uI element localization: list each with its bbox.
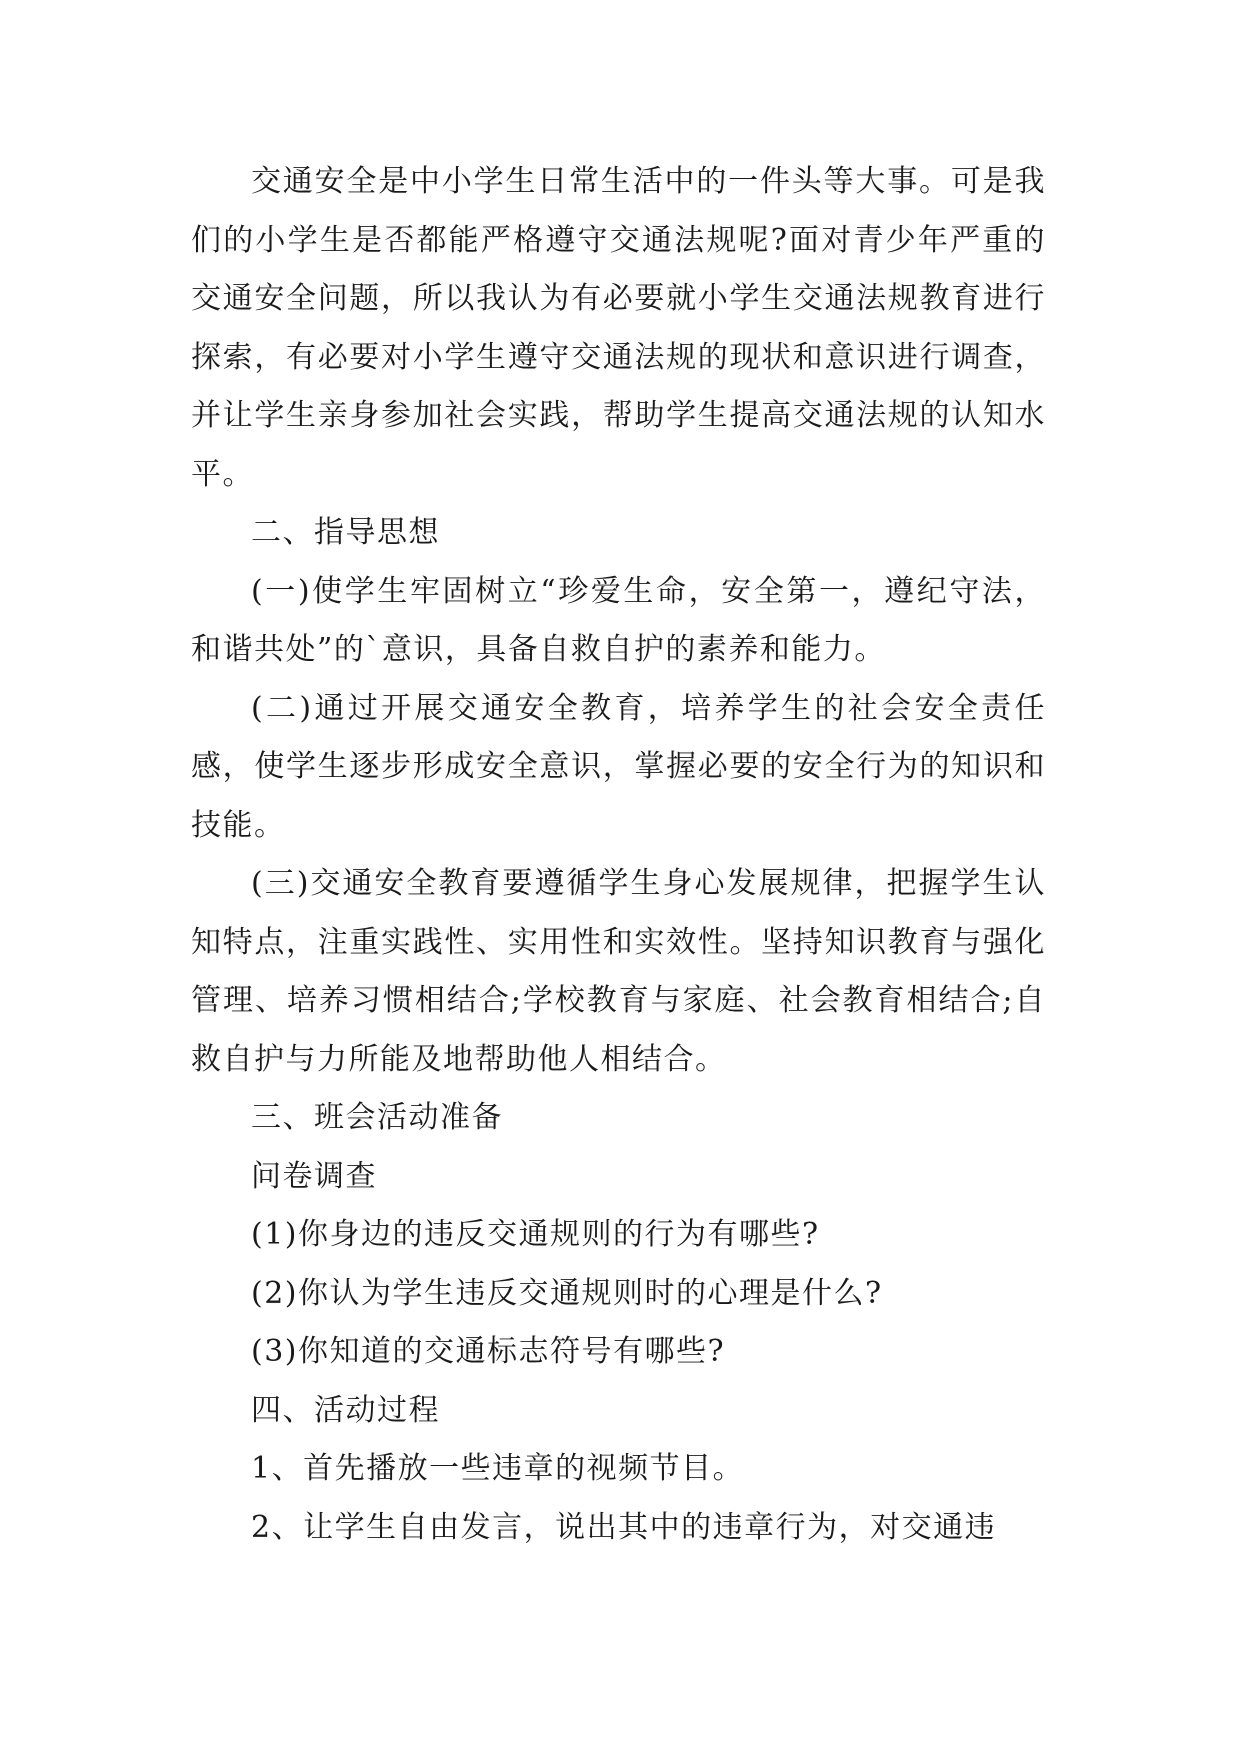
section-heading-preparation: 三、班会活动准备 (251, 1100, 503, 1135)
document-body (191, 153, 1046, 1557)
section-heading-process: 四、活动过程 (251, 1392, 440, 1428)
guiding-item-3: (三)交通安全教育要遵循学生身心发展规律，把握学生认知特点，注重实践性、实用性和实效性。坚持知识教育与强化管理、培养习惯相结合;学校教育与家庭、社会教育相结合;自救自护与力所能及地帮助他人相结合。 (191, 866, 1046, 1077)
guiding-item-1: (一)使学生牢固树立“珍爱生命，安全第一，遵纪守法，和谐共处”的`意识，具备自救自护的素养和能力。 (191, 573, 1046, 667)
question-1: (1)你身边的违反交通规则的行为有哪些? (251, 1217, 820, 1252)
intro-paragraph: 交通安全是中小学生日常生活中的一件头等大事。可是我们的小学生是否都能严格遵守交通法规呢?面对青少年严重的交通安全问题，所以我认为有必要就小学生交通法规教育进行探索，有必要对小学生遵守交通法规的现状和意识进行调查，并让学生亲身参加社会实践，帮助学生提高交通法规的认知水平。 (191, 164, 1046, 492)
process-step-1: 1、首先播放一些违章的视频节目。 (251, 1451, 745, 1486)
section-heading-guiding-ideology: 二、指导思想 (251, 515, 440, 550)
subheading-questionnaire: 问卷调查 (251, 1158, 377, 1194)
guiding-item-2: (二)通过开展交通安全教育，培养学生的社会安全责任感，使学生逐步形成安全意识，掌握必要的安全行为的知识和技能。 (191, 690, 1046, 843)
question-2: (2)你认为学生违反交通规则时的心理是什么? (251, 1275, 883, 1311)
process-step-2: 2、让学生自由发言，说出其中的违章行为，对交通违 (251, 1509, 997, 1545)
question-3: (3)你知道的交通标志符号有哪些? (251, 1334, 726, 1369)
